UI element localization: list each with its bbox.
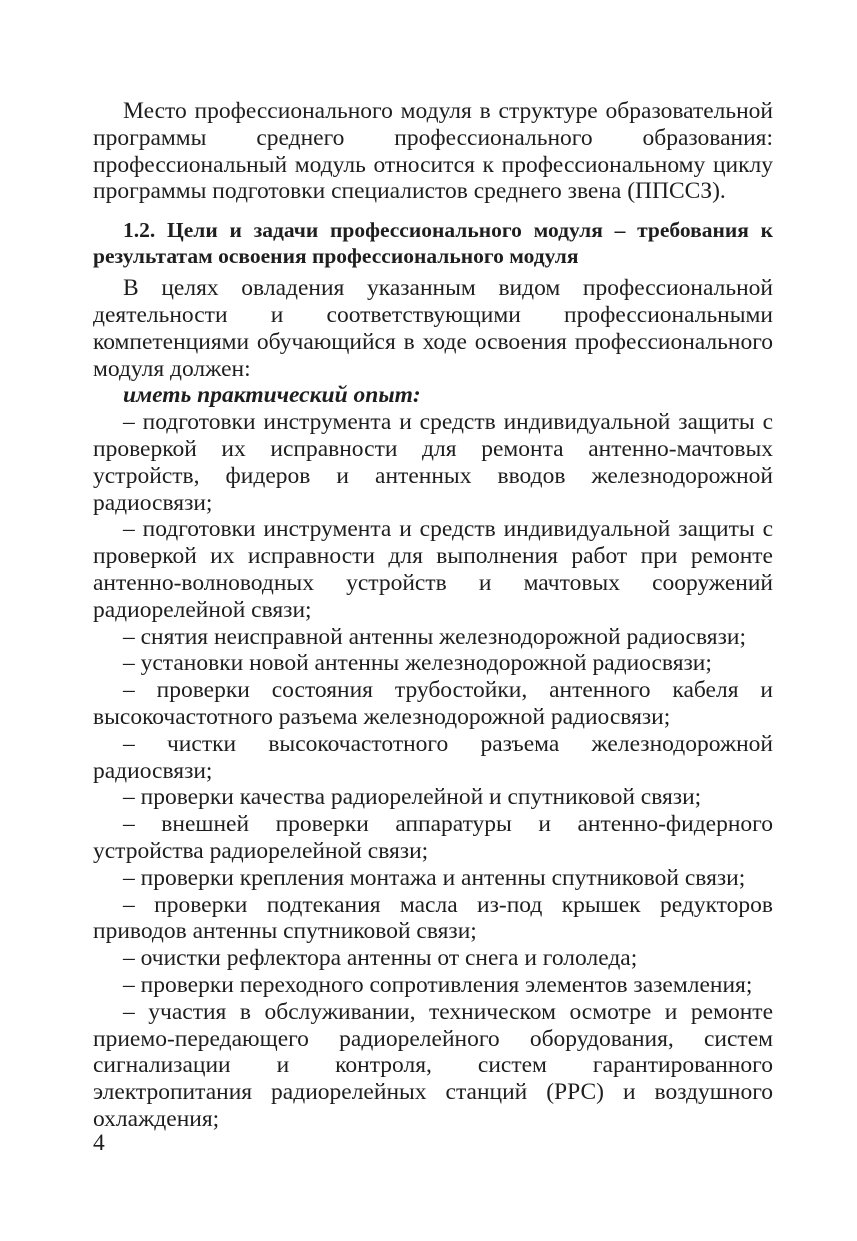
page-number: 4 (93, 1130, 105, 1156)
list-item: – установки новой антенны железнодорожной радиосвязи; (123, 650, 712, 677)
list-item: – проверки подтекания масла из-под крышек редукторов приводов антенны спутниковой связи; (93, 891, 773, 945)
list-item: – внешней проверки аппаратуры и антенно-фидерного устройства радиорелейной связи; (93, 811, 773, 864)
list-item: – проверки состояния трубостойки, антенного кабеля и высокочастотного разъема железнодорожной радиосвязи; (93, 677, 773, 730)
page-content (93, 98, 773, 1133)
list-item: – проверки крепления монтажа и антенны спутниковой связи; (123, 864, 746, 891)
practice-label: иметь практический опыт: (123, 382, 421, 409)
list-item: – проверки переходного сопротивления элементов заземления; (123, 971, 753, 998)
list-item: – снятия неисправной антенны железнодорожной радиосвязи; (123, 623, 746, 650)
intro-paragraph: Место профессионального модуля в структуре образовательной программы среднего профессионального образования: профессиональный модуль относится к профессиональному циклу программы подготовки специалистов среднего звена (ППССЗ). (93, 98, 773, 205)
practice-list (93, 409, 773, 1133)
list-item: – проверки качества радиорелейной и спутниковой связи; (123, 784, 702, 811)
section-intro-paragraph: В целях овладения указанным видом профессиональной деятельности и соответствующими профессиональными компетенциями обучающийся в ходе освоения профессионального модуля должен: (93, 275, 773, 382)
list-item: – подготовки инструмента и средств индивидуальной защиты с проверкой их исправности для выполнения работ при ремонте антенно-волноводных устройств и мачтовых сооружений радиорелейной связи; (93, 516, 773, 623)
section-heading: 1.2. Цели и задачи профессионального модуля – требования к результатам освоения профессионального модуля (93, 218, 773, 269)
list-item: – чистки высокочастотного разъема железнодорожной радиосвязи; (93, 730, 773, 784)
list-item: – подготовки инструмента и средств индивидуальной защиты с проверкой их исправности для ремонта антенно-мачтовых устройств, фидеров и антенных вводов железнодорожной радиосвязи; (93, 409, 773, 516)
list-item: – участия в обслуживании, техническом осмотре и ремонте приемо-передающего радиорелейного оборудования, систем сигнализации и контроля, систем гарантированного электропитания радиорелейных станций (РРС) и воздушного охлаждения; (93, 998, 773, 1132)
list-item: – очистки рефлектора антенны от снега и гололеда; (123, 945, 638, 972)
